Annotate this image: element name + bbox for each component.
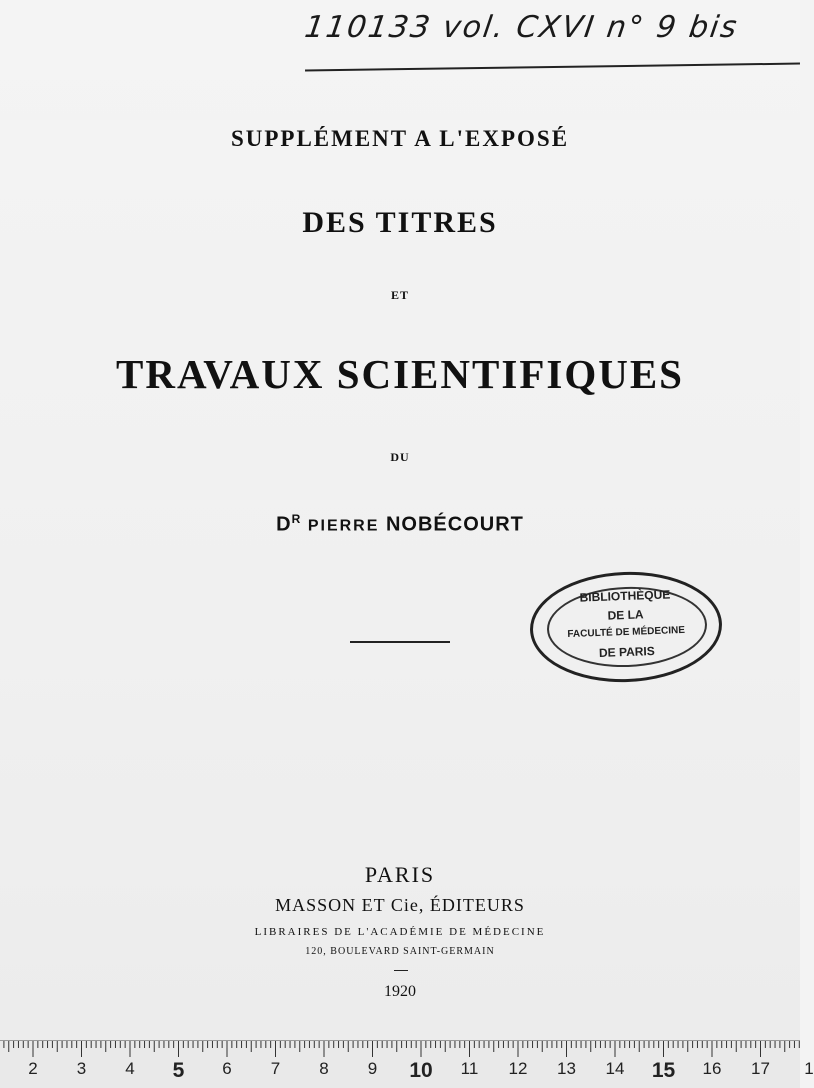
publisher-city: PARIS: [364, 862, 436, 887]
ruler-ticks: [0, 1041, 800, 1059]
author-last-name: NOBÉCOURT: [385, 513, 524, 536]
stamp-line-4: DE PARIS: [598, 644, 655, 660]
author-first-name: PIERRE: [307, 517, 380, 535]
ruler-number: 2: [28, 1059, 38, 1078]
author-prefix-sup: R: [291, 512, 302, 526]
ruler-number: 13: [557, 1059, 576, 1078]
publisher-name: MASSON ET Cie, ÉDITEURS: [275, 895, 525, 915]
ruler-number: 12: [508, 1059, 528, 1078]
library-stamp: [528, 569, 724, 686]
ruler-numbers: [0, 1059, 814, 1085]
title-conjunction: ET: [390, 288, 409, 302]
stamp-line-1: BIBLIOTHÈQUE: [579, 587, 671, 605]
ruler-number: 8: [319, 1059, 329, 1078]
ruler-number: 16: [702, 1059, 722, 1078]
ruler-number: 9: [367, 1059, 378, 1078]
publisher-address: 120, BOULEVARD SAINT-GERMAIN: [305, 946, 495, 957]
ruler-number: 10: [409, 1059, 433, 1082]
title-line-2: DES TITRES: [302, 206, 498, 239]
ruler-number: 17: [751, 1059, 770, 1078]
ruler-number: 7: [270, 1059, 281, 1078]
ruler-number: 3: [76, 1059, 87, 1078]
stamp-line-3: FACULTÉ DE MÉDECINE: [567, 624, 686, 641]
ruler-number: 5: [172, 1059, 185, 1082]
ruler-number: 1: [804, 1059, 814, 1078]
title-line-1: SUPPLÉMENT A L'EXPOSÉ: [230, 126, 570, 151]
title-main: TRAVAUX SCIENTIFIQUES: [116, 351, 684, 397]
separator-rule: [350, 641, 450, 643]
year-dash: [394, 970, 408, 971]
stamp-line-2: DE LA: [607, 607, 644, 623]
ruler-number: 6: [222, 1059, 232, 1078]
handwritten-annotation: 110133 vol. CXVI n° 9 bis: [302, 10, 741, 45]
title-du: DU: [390, 450, 410, 464]
ruler-number: 4: [125, 1059, 135, 1078]
ruler-number: 14: [605, 1059, 625, 1078]
author-prefix: D: [276, 513, 292, 536]
ruler-number: 11: [460, 1059, 479, 1078]
publication-year: 1920: [384, 983, 416, 1000]
measuring-ruler: [0, 1040, 814, 1088]
publisher-description: LIBRAIRES DE L'ACADÉMIE DE MÉDECINE: [254, 926, 546, 938]
author-name: [0, 512, 800, 537]
ruler-number: 15: [651, 1059, 676, 1082]
handwritten-underline: [305, 63, 800, 72]
